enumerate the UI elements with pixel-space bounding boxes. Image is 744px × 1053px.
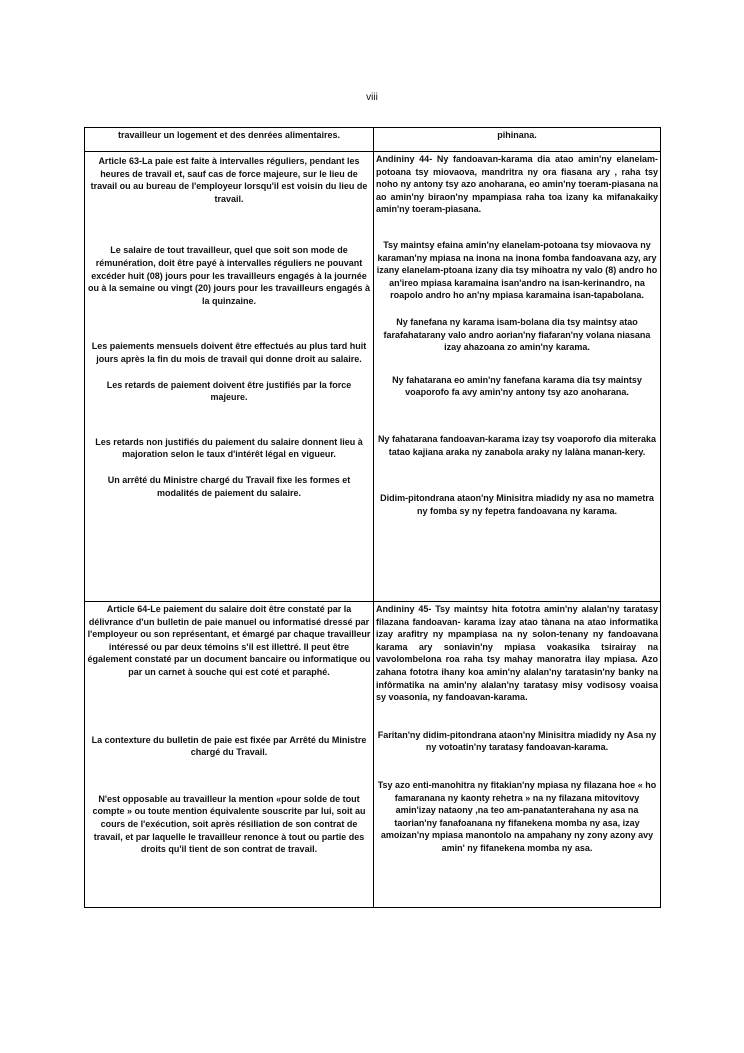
bilingual-law-table	[84, 127, 661, 908]
table-row	[85, 128, 661, 152]
table-row	[85, 152, 661, 602]
french-paragraph: Le salaire de tout travailleur, quel que soit son mode de rémunération, doit être payé à intervalles réguliers ne pouvant excéder huit (08) jours pour les travailleurs engagés à la journée ou à la semaine ou vingt (20) jours pour les travailleurs engagés à la quinzaine.	[87, 245, 371, 306]
french-paragraph: travailleur un logement et des denrées alimentaires.	[117, 130, 341, 140]
malagasy-paragraph: Didim-pitondrana ataon'ny Minisitra miadidy ny asa no mametra ny fomba sy ny fepetra fandoavana ny karama.	[380, 493, 654, 516]
malagasy-paragraph: Ny fanefana ny karama isam-bolana dia tsy maintsy atao farafahatarany valo andro aorian'ny fiafaran'ny volana niasana izay ahazoana zo amin'ny karama.	[383, 316, 651, 353]
french-cell	[85, 602, 374, 908]
malagasy-cell	[374, 602, 661, 908]
malagasy-paragraph: pihinana.	[497, 130, 537, 140]
malagasy-paragraph: Faritan'ny didim-pitondrana ataon'ny Minisitra miadidy ny Asa ny ny votoatin'ny taratasy fandoavan-karama.	[377, 729, 657, 753]
malagasy-cell	[374, 152, 661, 602]
table-row	[85, 602, 661, 908]
page-number: viii	[366, 92, 378, 103]
french-paragraph: Les retards non justifiés du paiement du salaire donnent lieu à majoration selon le taux d'intérêt légal en vigueur.	[95, 436, 363, 460]
french-paragraph: Article 64-Le paiement du salaire doit être constaté par la délivrance d'un bulletin de paie manuel ou informatisé dressé par l'employeur ou son représentant, et émargé par chaque travailleur intéressé ou par deux témoins s'il est illettré. Il peut être également constaté par un document bancaire ou informatique ou par un carnet à souche qui est coté et paraphé.	[87, 604, 371, 677]
french-paragraph: Les paiements mensuels doivent être effectués au plus tard huit jours après la fin du mois de travail qui donne droit au salaire.	[91, 341, 367, 364]
french-paragraph: N'est opposable au travailleur la mention «pour solde de tout compte » ou toute mention équivalente souscrite par lui, soit au cours de l'exécution, soit après résiliation de son contrat de travail, et par laquelle le travailleur renonce à tout ou partie des droits qu'il tient de son contrat de travail.	[92, 793, 366, 855]
malagasy-paragraph: Andininy 44- Ny fandoavan-karama dia atao amin'ny elanelam-potoana tsy miovaova, mandritra ny ora fiasana ary , raha tsy noho ny antony tsy azo anoharana, eo amin'ny toeram-piasana na ao amin'ny biraon'ny mpampiasa raha toa izany ka mifanakaiky amin'ny toeram-piasana.	[376, 154, 658, 215]
french-cell	[85, 128, 374, 152]
french-paragraph: Un arrêté du Ministre chargé du Travail fixe les formes et modalités de paiement du salaire.	[107, 474, 351, 498]
malagasy-cell	[374, 128, 661, 152]
malagasy-paragraph: Andininy 45- Tsy maintsy hita fototra amin'ny alalan'ny taratasy filazana fandoavan- karama izay atao tànana na atao informatika izay arafitry ny mpampiasa na ny solon-tenany ny fandoavana karama ary soniavin'ny mpiasa voakasika tsirairay na vavolombelona roa raha tsy mahay manoratra ilay mpiasa. Azo zahana fototra ihany koa amin'ny alalan'ny taratasin'ny banky na infôrmatika na amin'ny alalan'ny taratasy misy vodisosy voaisa sy voasonia, ny fandoavan-karama.	[376, 604, 658, 703]
french-paragraph: Article 63-La paie est faite à intervalles réguliers, pendant les heures de travail et, sauf cas de force majeure, sur le lieu de travail ou au bureau de l'employeur lorsqu'il est voisin du lieu de travail.	[90, 156, 368, 204]
french-paragraph: La contexture du bulletin de paie est fixée par Arrêté du Ministre chargé du Travail.	[91, 734, 367, 758]
malagasy-paragraph: Tsy azo enti-manohitra ny fitakian'ny mpiasa ny filazana hoe « ho famaranana ny kaonty rehetra » na ny filazana mitovitovy amin'izay nataony ,na teo am-panatanterahana ny asa na taorian'ny fanafoanana ny fifanekena momba ny asa, izay amoizan'ny mpiasa manontolo na ampahany ny zony azony avy amin' ny fifanekena momba ny asa.	[377, 779, 657, 853]
french-paragraph: Les retards de paiement doivent être justifiés par la force majeure.	[106, 379, 352, 403]
malagasy-paragraph: Tsy maintsy efaina amin'ny elanelam-potoana tsy miovaova ny karaman'ny mpiasa na inona na inona fomba fandoavana azy, ary izany elanelam-ptoana izany dia tsy mihoatra ny valo (8) andro ho an'ireo mpiasa karamaina isan'andro na isan-kerinandro, na roapolo andro ho an'ny mpiasa karamaina isan-tapabolana.	[376, 239, 658, 301]
malagasy-paragraph: Ny fahatarana fandoavan-karama izay tsy voaporofo dia miteraka tatao kajiana araka ny zanabola araky ny lalàna manan-kery.	[377, 433, 657, 457]
malagasy-paragraph: Ny fahatarana eo amin'ny fanefana karama dia tsy maintsy voaporofo fa avy amin'ny antony tsy azo anoharana.	[392, 374, 642, 398]
french-cell	[85, 152, 374, 602]
